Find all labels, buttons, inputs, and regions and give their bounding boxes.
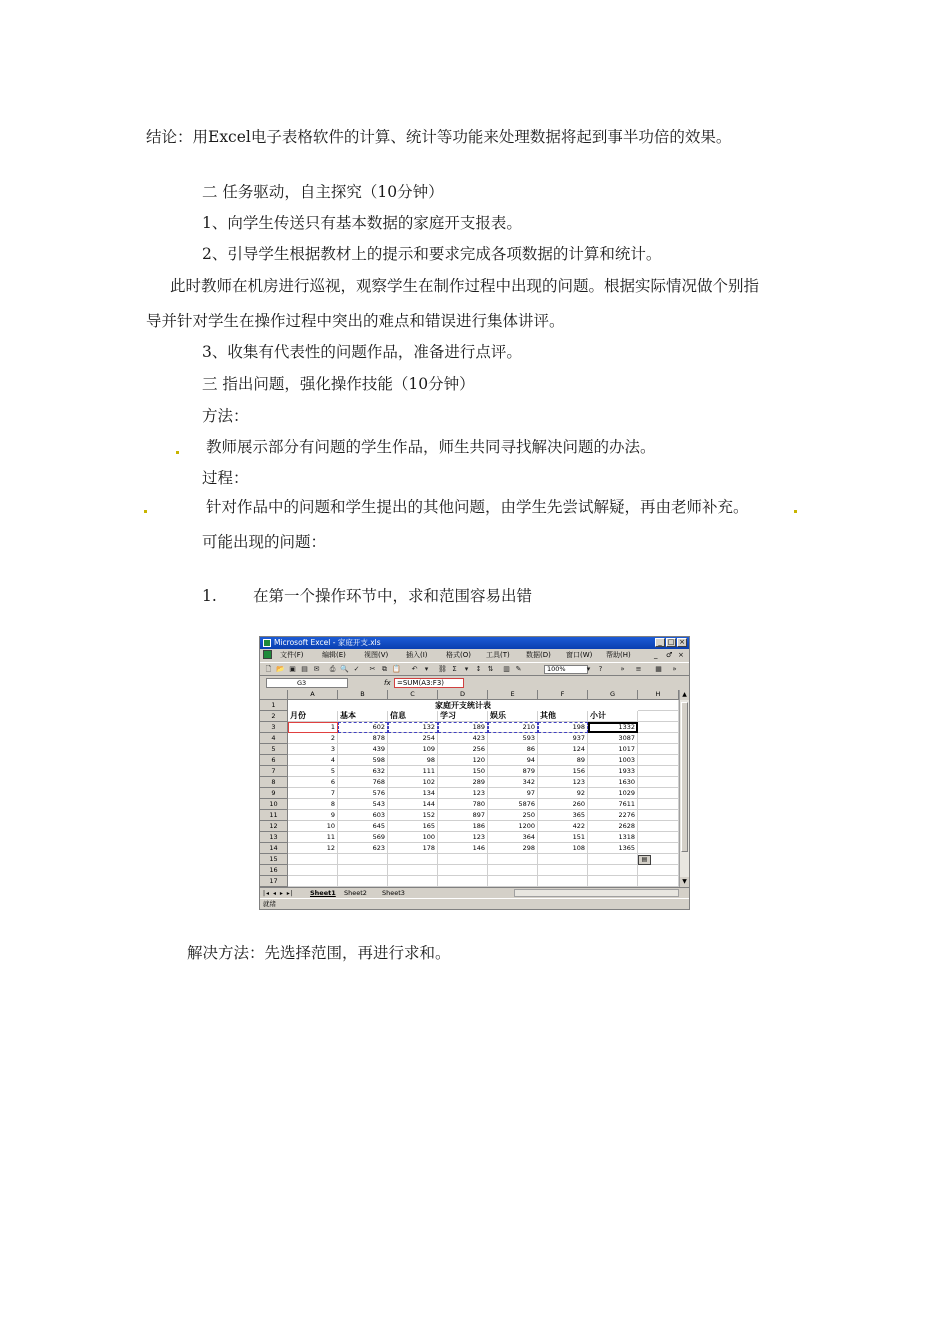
method-label: 方法：	[202, 407, 249, 425]
cell[interactable]	[538, 876, 588, 887]
data-cell[interactable]: 289	[438, 777, 488, 788]
tab-sheet2[interactable]: Sheet2	[344, 889, 367, 897]
cell[interactable]	[338, 865, 388, 876]
hyperlink-icon[interactable]: ⛓	[438, 665, 447, 673]
horizontal-scrollbar[interactable]	[514, 889, 679, 897]
cell[interactable]	[638, 700, 679, 711]
cell[interactable]	[438, 865, 488, 876]
sheet-title[interactable]: 家庭开支统计表	[288, 700, 638, 711]
menu-edit[interactable]: 编辑(E)	[322, 651, 346, 659]
subtotal-cell[interactable]: 2276	[588, 810, 638, 821]
column-label[interactable]: 学习	[438, 711, 488, 722]
excel-screenshot	[259, 636, 690, 910]
data-cell[interactable]: 124	[538, 744, 588, 755]
print-preview-icon[interactable]: 🔍	[340, 665, 349, 673]
problem-1-number: 1.	[202, 587, 217, 605]
cell[interactable]	[488, 854, 538, 865]
data-cell[interactable]: 152	[388, 810, 438, 821]
data-cell[interactable]: 780	[438, 799, 488, 810]
data-cell[interactable]: 897	[438, 810, 488, 821]
excel-toolbar	[260, 662, 689, 676]
column-header[interactable]: C	[388, 690, 438, 700]
cell[interactable]	[338, 876, 388, 887]
data-cell[interactable]: 132	[388, 722, 438, 733]
data-cell[interactable]: 1	[288, 722, 338, 733]
data-cell[interactable]: 94	[488, 755, 538, 766]
section-3-title: 三 指出问题，强化操作技能（10分钟）	[202, 375, 475, 393]
close-button[interactable]: ×	[677, 638, 687, 647]
data-cell[interactable]: 4	[288, 755, 338, 766]
column-header[interactable]: G	[588, 690, 638, 700]
cell[interactable]	[638, 722, 679, 733]
subtotal-cell[interactable]: 1332	[588, 722, 638, 733]
data-cell[interactable]: 5	[288, 766, 338, 777]
cell[interactable]	[638, 876, 679, 887]
row-header[interactable]: 12	[260, 821, 288, 832]
data-cell[interactable]: 165	[388, 821, 438, 832]
row-header[interactable]: 3	[260, 722, 288, 733]
menu-view[interactable]: 视图(V)	[364, 651, 389, 659]
cell[interactable]	[288, 865, 338, 876]
cell[interactable]	[388, 865, 438, 876]
data-cell[interactable]: 598	[338, 755, 388, 766]
section-2-item-1: 1、向学生传送只有基本数据的家庭开支报表。	[202, 214, 522, 232]
data-cell[interactable]: 569	[338, 832, 388, 843]
sheet-tabs-bar	[260, 887, 689, 898]
cell[interactable]	[638, 788, 679, 799]
data-cell[interactable]: 150	[438, 766, 488, 777]
tab-sheet1[interactable]: Sheet1	[310, 889, 336, 897]
data-cell[interactable]: 210	[488, 722, 538, 733]
data-cell[interactable]: 123	[438, 788, 488, 799]
zoom-select[interactable]: 100%	[544, 665, 588, 674]
workbook-icon[interactable]	[263, 650, 272, 659]
solution-text: 解决方法：先选择范围，再进行求和。	[187, 944, 451, 962]
menu-file[interactable]: 文件(F)	[280, 651, 304, 659]
column-label[interactable]: 月份	[288, 711, 338, 722]
data-cell[interactable]: 156	[538, 766, 588, 777]
row-header[interactable]: 13	[260, 832, 288, 843]
column-header[interactable]: E	[488, 690, 538, 700]
section-2-item-3: 3、收集有代表性的问题作品，准备进行点评。	[202, 343, 522, 361]
subtotal-cell[interactable]: 1003	[588, 755, 638, 766]
problem-1-text: 在第一个操作环节中，求和范围容易出错	[253, 587, 533, 605]
subtotal-cell[interactable]: 2628	[588, 821, 638, 832]
row-header[interactable]: 14	[260, 843, 288, 854]
menu-insert[interactable]: 插入(I)	[406, 651, 428, 659]
autosum-icon[interactable]: Σ	[452, 665, 457, 673]
excel-menu-bar	[260, 649, 689, 661]
menu-window[interactable]: 窗口(W)	[566, 651, 593, 659]
excel-window-title: Microsoft Excel - 家庭开支.xls	[274, 638, 381, 647]
subtotal-cell[interactable]: 1365	[588, 843, 638, 854]
data-cell[interactable]: 97	[488, 788, 538, 799]
subtotal-cell[interactable]: 1017	[588, 744, 638, 755]
data-cell[interactable]: 260	[538, 799, 588, 810]
cell[interactable]	[638, 711, 679, 722]
bullet-mark	[176, 451, 179, 454]
data-cell[interactable]: 92	[538, 788, 588, 799]
data-cell[interactable]: 144	[388, 799, 438, 810]
data-cell[interactable]: 7	[288, 788, 338, 799]
doc-close-button[interactable]: ×	[678, 651, 684, 659]
data-cell[interactable]: 9	[288, 810, 338, 821]
data-cell[interactable]: 146	[438, 843, 488, 854]
toolbar-more-icon[interactable]: »	[672, 665, 677, 673]
row-header[interactable]: 9	[260, 788, 288, 799]
menu-help[interactable]: 帮助(H)	[606, 651, 631, 659]
cell[interactable]	[638, 865, 679, 876]
cell[interactable]	[638, 766, 679, 777]
cell[interactable]	[538, 854, 588, 865]
column-label[interactable]: 信息	[388, 711, 438, 722]
cell[interactable]	[588, 854, 638, 865]
undo-icon[interactable]: ↶	[411, 665, 418, 673]
data-cell[interactable]: 645	[338, 821, 388, 832]
cell[interactable]	[638, 810, 679, 821]
data-cell[interactable]: 1200	[488, 821, 538, 832]
column-label[interactable]: 基本	[338, 711, 388, 722]
cell[interactable]	[588, 876, 638, 887]
paste-icon[interactable]: 📋	[392, 665, 401, 673]
data-cell[interactable]: 298	[488, 843, 538, 854]
data-cell[interactable]: 186	[438, 821, 488, 832]
minimize-button[interactable]: _	[655, 638, 665, 647]
print-icon[interactable]: ⎙	[329, 665, 336, 673]
spelling-icon[interactable]: ✓	[353, 665, 360, 673]
process-label: 过程：	[202, 469, 249, 487]
conclusion-text: 结论：用Excel电子表格软件的计算、统计等功能来处理数据将起到事半功倍的效果。	[146, 128, 732, 146]
zoom-dropdown-icon[interactable]: ▾	[586, 665, 591, 673]
scroll-up-icon[interactable]: ▲	[680, 690, 689, 700]
cell[interactable]	[638, 799, 679, 810]
data-cell[interactable]: 6	[288, 777, 338, 788]
copy-icon[interactable]: ⧉	[382, 665, 387, 673]
subtotal-cell[interactable]: 7611	[588, 799, 638, 810]
cut-icon[interactable]: ✂	[369, 665, 376, 673]
column-label[interactable]: 小计	[588, 711, 638, 722]
align-icon[interactable]: ≡	[635, 665, 642, 673]
data-cell[interactable]: 198	[538, 722, 588, 733]
data-cell[interactable]: 86	[488, 744, 538, 755]
section-2-paragraph-line-1: 此时教师在机房进行巡视，观察学生在制作过程中出现的问题。根据实际情况做个别指	[170, 277, 760, 295]
chart-wizard-icon[interactable]: ▥	[503, 665, 510, 673]
sort-descending-icon[interactable]: ⇅	[487, 665, 494, 673]
undo-dropdown-icon[interactable]: ▾	[424, 665, 429, 673]
data-cell[interactable]: 89	[538, 755, 588, 766]
row-header[interactable]: 16	[260, 865, 288, 876]
data-cell[interactable]: 632	[338, 766, 388, 777]
doc-minimize-button[interactable]: _	[654, 651, 658, 659]
column-header[interactable]: D	[438, 690, 488, 700]
bullet-mark	[144, 510, 147, 513]
spreadsheet-grid[interactable]	[260, 690, 679, 887]
data-cell[interactable]: 109	[388, 744, 438, 755]
row-header[interactable]: 17	[260, 876, 288, 887]
subtotal-cell[interactable]: 1029	[588, 788, 638, 799]
data-cell[interactable]: 364	[488, 832, 538, 843]
subtotal-cell[interactable]: 3087	[588, 733, 638, 744]
column-header[interactable]: F	[538, 690, 588, 700]
cell[interactable]	[288, 854, 338, 865]
excel-title-bar	[260, 637, 689, 649]
method-text: 教师展示部分有问题的学生作品，师生共同寻找解决问题的办法。	[206, 438, 656, 456]
data-cell[interactable]: 151	[538, 832, 588, 843]
row-header[interactable]: 5	[260, 744, 288, 755]
data-cell[interactable]: 10	[288, 821, 338, 832]
subtotal-cell[interactable]: 1318	[588, 832, 638, 843]
open-icon[interactable]: 📂	[276, 665, 285, 673]
scroll-thumb[interactable]	[681, 702, 688, 852]
maximize-button[interactable]: □	[667, 638, 675, 646]
drawing-icon[interactable]: ✎	[515, 665, 522, 673]
scroll-down-icon[interactable]: ▼	[680, 877, 689, 887]
row-header[interactable]: 4	[260, 733, 288, 744]
data-cell[interactable]: 134	[388, 788, 438, 799]
autosum-dropdown-icon[interactable]: ▾	[464, 665, 469, 673]
data-cell[interactable]: 100	[388, 832, 438, 843]
data-cell[interactable]: 256	[438, 744, 488, 755]
row-header[interactable]: 6	[260, 755, 288, 766]
column-label[interactable]: 其他	[538, 711, 588, 722]
name-box[interactable]: G3	[266, 678, 348, 688]
save-icon[interactable]: ▣	[289, 665, 296, 673]
select-all-corner[interactable]	[260, 690, 288, 700]
menu-tools[interactable]: 工具(T)	[486, 651, 510, 659]
cell[interactable]	[638, 821, 679, 832]
cell[interactable]	[488, 876, 538, 887]
cell[interactable]	[638, 843, 679, 854]
cell[interactable]	[488, 865, 538, 876]
function-icon[interactable]: fx	[384, 679, 391, 687]
section-2-title: 二 任务驱动，自主探究（10分钟）	[202, 183, 444, 201]
cell[interactable]	[438, 876, 488, 887]
section-2-item-2: 2、引导学生根据教材上的提示和要求完成各项数据的计算和统计。	[202, 245, 662, 263]
data-cell[interactable]: 123	[538, 777, 588, 788]
data-cell[interactable]: 603	[338, 810, 388, 821]
data-cell[interactable]: 108	[538, 843, 588, 854]
data-cell[interactable]: 111	[388, 766, 438, 777]
sort-ascending-icon[interactable]: ↕	[475, 665, 482, 673]
cell[interactable]	[638, 733, 679, 744]
data-cell[interactable]: 602	[338, 722, 388, 733]
data-cell[interactable]: 878	[338, 733, 388, 744]
data-cell[interactable]: 365	[538, 810, 588, 821]
problems-label: 可能出现的问题：	[202, 533, 327, 551]
row-header[interactable]: 11	[260, 810, 288, 821]
cell[interactable]	[288, 876, 338, 887]
data-cell[interactable]: 342	[488, 777, 538, 788]
cell[interactable]	[638, 777, 679, 788]
data-cell[interactable]: 11	[288, 832, 338, 843]
data-cell[interactable]: 937	[538, 733, 588, 744]
data-cell[interactable]: 879	[488, 766, 538, 777]
new-icon[interactable]: 🗋	[265, 665, 272, 673]
data-cell[interactable]: 3	[288, 744, 338, 755]
row-header[interactable]: 10	[260, 799, 288, 810]
toolbar-options-icon[interactable]: »	[620, 665, 625, 673]
row-header[interactable]: 1	[260, 700, 288, 711]
cell[interactable]	[638, 832, 679, 843]
borders-icon[interactable]: ▦	[655, 665, 662, 673]
process-text: 针对作品中的问题和学生提出的其他问题，由学生先尝试解疑，再由老师补充。	[206, 498, 749, 516]
data-cell[interactable]: 623	[338, 843, 388, 854]
data-cell[interactable]: 254	[388, 733, 438, 744]
data-cell[interactable]: 102	[388, 777, 438, 788]
cell[interactable]	[388, 876, 438, 887]
data-cell[interactable]: 120	[438, 755, 488, 766]
cell[interactable]	[538, 865, 588, 876]
tab-sheet3[interactable]: Sheet3	[382, 889, 405, 897]
data-cell[interactable]: 123	[438, 832, 488, 843]
row-header[interactable]: 8	[260, 777, 288, 788]
menu-data[interactable]: 数据(D)	[526, 651, 551, 659]
cell[interactable]	[638, 744, 679, 755]
row-header[interactable]: 2	[260, 711, 288, 722]
cell[interactable]	[438, 854, 488, 865]
subtotal-cell[interactable]: 1933	[588, 766, 638, 777]
status-bar: 就绪	[260, 898, 689, 909]
row-header[interactable]: 7	[260, 766, 288, 777]
permission-icon[interactable]: ▤	[301, 665, 308, 673]
formula-input[interactable]: =SUM(A3:F3)	[394, 678, 464, 688]
data-cell[interactable]: 8	[288, 799, 338, 810]
data-cell[interactable]: 5876	[488, 799, 538, 810]
row-header[interactable]: 15	[260, 854, 288, 865]
data-cell[interactable]: 250	[488, 810, 538, 821]
subtotal-cell[interactable]: 1630	[588, 777, 638, 788]
data-cell[interactable]: 439	[338, 744, 388, 755]
email-icon[interactable]: ✉	[313, 665, 320, 673]
data-cell[interactable]: 12	[288, 843, 338, 854]
help-icon[interactable]: ?	[598, 665, 603, 673]
data-cell[interactable]: 423	[438, 733, 488, 744]
doc-restore-button[interactable]: ♂	[666, 651, 673, 659]
data-cell[interactable]: 576	[338, 788, 388, 799]
menu-format[interactable]: 格式(O)	[446, 651, 471, 659]
trailing-mark	[794, 510, 797, 513]
cell[interactable]	[588, 865, 638, 876]
column-header[interactable]: A	[288, 690, 338, 700]
column-label[interactable]: 娱乐	[488, 711, 538, 722]
cell[interactable]	[638, 755, 679, 766]
data-cell[interactable]: 178	[388, 843, 438, 854]
data-cell[interactable]: 189	[438, 722, 488, 733]
data-cell[interactable]: 543	[338, 799, 388, 810]
vertical-scrollbar[interactable]	[679, 690, 689, 887]
paste-options-icon[interactable]: ▤	[638, 855, 651, 865]
data-cell[interactable]: 422	[538, 821, 588, 832]
excel-app-icon	[263, 639, 271, 647]
cell[interactable]	[388, 854, 438, 865]
tab-navigation-icon[interactable]: |◂ ◂ ▸ ▸|	[263, 890, 294, 897]
data-cell[interactable]: 593	[488, 733, 538, 744]
column-header[interactable]: B	[338, 690, 388, 700]
data-cell[interactable]: 2	[288, 733, 338, 744]
column-header[interactable]: H	[638, 690, 679, 700]
cell[interactable]	[338, 854, 388, 865]
data-cell[interactable]: 98	[388, 755, 438, 766]
formula-bar	[260, 677, 689, 689]
section-2-paragraph-line-2: 导并针对学生在操作过程中突出的难点和错误进行集体讲评。	[146, 312, 565, 330]
data-cell[interactable]: 768	[338, 777, 388, 788]
